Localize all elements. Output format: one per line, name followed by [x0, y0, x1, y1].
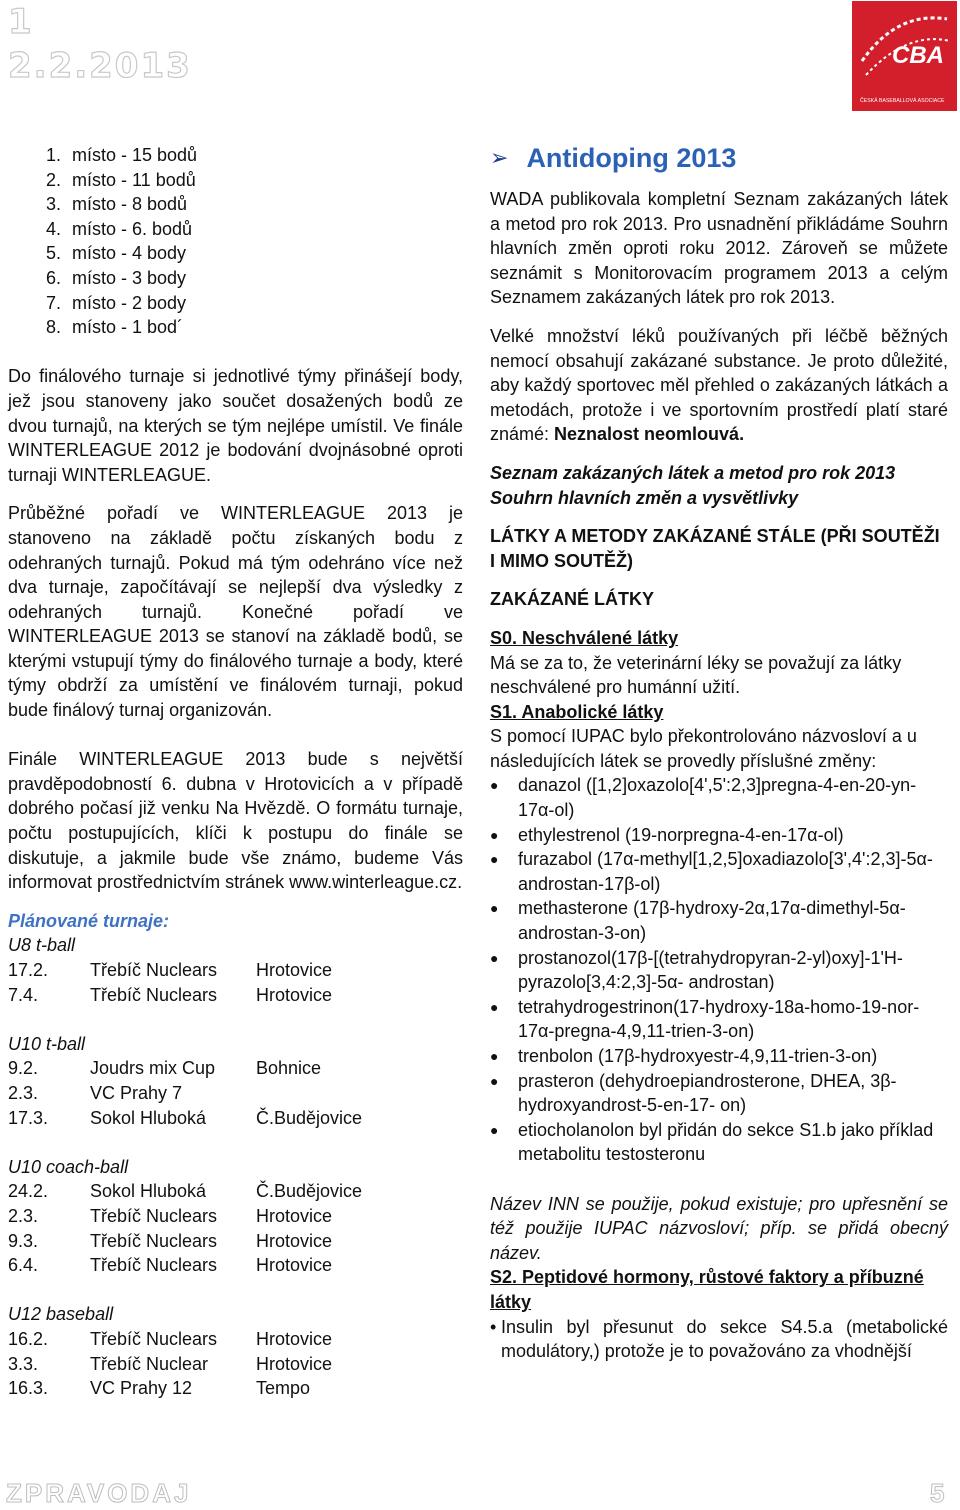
s0-text: Má se za to, že veterinární léky se považují za látky neschválené pro humánní užití. — [490, 652, 902, 698]
footer-title: ZPRAVODAJ — [6, 1478, 192, 1508]
points-item: 5. místo - 4 body — [66, 241, 463, 266]
s0-title: S0. Neschválené látky — [490, 627, 679, 648]
planned-tournaments-title: Plánované turnaje: — [8, 910, 170, 931]
schedule-row: 7.4. Třebíč Nuclears Hrotovice — [8, 984, 333, 1005]
list-item: ● furazabol (17α-methyl[1,2,5]oxadiazolo[3',4':2,3]-5α-androstan-17β-ol) — [518, 847, 948, 896]
header-page-number: 1 — [8, 2, 34, 42]
logo-text: CBA — [892, 42, 944, 69]
prohibited-list-link[interactable]: Seznam zakázaných látek a metod pro rok 2013 — [490, 462, 896, 483]
list-item: ● trenbolon (17β-hydroxyestr-4,9,11-trien-3-on) — [518, 1044, 948, 1069]
logo-subtitle: ČESKÁ BASEBALLOVÁ ASOCIACE — [860, 98, 945, 104]
points-item: 4. místo - 6. bodů — [66, 217, 463, 242]
s1-text: S pomocí IUPAC bylo překontrolováno názvosloví a u následujících látek se provedly příslušné změny: — [490, 726, 917, 771]
right-column — [490, 143, 948, 1364]
wada-paragraph: WADA publikovala kompletní Seznam zakázaných látek a metod pro rok 2013. Pro usnadnění přikládáme Souhrn hlavních změn oproti roku 2012. Zároveň se můžete seznámit s Monitorovacím programem 2013 a celým Seznamem zakázaných látek pro rok 2013. — [490, 189, 948, 308]
schedule-row: 17.3. Sokol Hluboká Č.Budějovice — [8, 1107, 363, 1128]
schedule-row: 16.2. Třebíč Nuclears Hrotovice — [8, 1328, 333, 1349]
points-list — [8, 143, 463, 340]
schedule-row: 9.3. Třebíč Nuclears Hrotovice — [8, 1230, 333, 1251]
schedule-row: 24.2. Sokol Hluboká Č.Budějovice — [8, 1181, 363, 1202]
schedule-category: U12 baseball — [8, 1304, 114, 1325]
schedule-row: 16.3. VC Prahy 12 Tempo — [8, 1378, 311, 1399]
schedule-row: 3.3. Třebíč Nuclear Hrotovice — [8, 1353, 333, 1374]
header-date: 2.2.2013 — [8, 46, 192, 86]
medication-paragraph: Velké množství léků používaných při léčbě běžných nemocí obsahují zakázané substance. Je proto důležité, aby každý sportovec měl přehled o zakázaných látkách a metodách, protože i ve sportovním prostředí platí staré známé: Neznalost neomlouvá. — [490, 325, 948, 445]
antidoping-title: Antidoping 2013 — [526, 142, 737, 173]
arrow-bullet-icon: ➢ — [490, 144, 509, 170]
left-column — [8, 143, 463, 1401]
list-item: ● tetrahydrogestrinon(17-hydroxy-18a-homo-19-nor-17α-pregna-4,9,11-trien-3-on) — [518, 995, 948, 1044]
schedule-row: 2.3. Třebíč Nuclears Hrotovice — [8, 1205, 333, 1226]
antidoping-heading — [490, 143, 948, 173]
inn-note: Název INN se použije, pokud existuje; pro upřesnění se též použije IUPAC názvosloví; příp. se přidá obecný název. — [490, 1193, 948, 1263]
schedule-row: 6.4. Třebíč Nuclears Hrotovice — [8, 1255, 333, 1276]
schedule-category: U10 t-ball — [8, 1033, 86, 1054]
points-item: 1. místo - 15 bodů — [66, 143, 463, 168]
footer-page-number: 5 — [930, 1478, 948, 1508]
schedule-row: 2.3. VC Prahy 7 — [8, 1082, 183, 1103]
list-item: ● prasteron (dehydroepiandrosterone, DHEA, 3β-hydroxyandrost-5-en-17- on) — [518, 1069, 948, 1118]
section-heading: LÁTKY A METODY ZAKÁZANÉ STÁLE (PŘI SOUTĚŽI I MIMO SOUTĚŽ) — [490, 526, 940, 571]
list-item: ● etiocholanolon byl přidán do sekce S1.b jako příklad metabolitu testosteronu — [518, 1118, 948, 1167]
schedule-row: 17.2. Třebíč Nuclears Hrotovice — [8, 960, 333, 980]
list-item: ● prostanozol(17β-[(tetrahydropyran-2-yl)oxy]-1'H-pyrazolo[3,4:2,3]-5α- androstan) — [518, 946, 948, 995]
summary-changes-link[interactable]: Souhrn hlavních změn a vysvětlivky — [490, 487, 799, 508]
cba-logo — [852, 1, 957, 111]
final-info-paragraph: Finále WINTERLEAGUE 2013 bude s největší pravděpodobností 6. dubna v Hrotovicích a v případě dobrého počasí již venku Na Hvězdě. O formátu turnaje, počtu postupujících, klíči k postupu do finále se diskutuje, a jakmile bude vše známo, budeme Vás informovat prostřednictvím stránek www.winterleague.cz. — [8, 749, 463, 893]
points-item: 3. místo - 8 bodů — [66, 192, 463, 217]
warning-text: Neznalost neomlouvá. — [554, 424, 745, 445]
s1-title: S1. Anabolické látky — [490, 701, 664, 722]
bullet-icon: • — [490, 1316, 497, 1337]
list-item: ● danazol ([1,2]oxazolo[4',5':2,3]pregna-4-en-20-yn-17α-ol) — [518, 773, 948, 822]
s2-text: Insulin byl přesunut do sekce S4.5.a (metabolické modulátory,) protože je to považováno za vhodnější — [501, 1316, 948, 1362]
schedule-category: U8 t-ball — [8, 935, 76, 956]
list-item: ● methasterone (17β-hydroxy-2α,17α-dimethyl-5α-androstan-3-on) — [518, 896, 948, 945]
s2-item — [490, 1315, 948, 1364]
s2-title: S2. Peptidové hormony, růstové faktory a příbuzné látky — [490, 1267, 924, 1312]
s1-substance-list — [490, 773, 948, 1167]
schedule-category: U10 coach-ball — [8, 1156, 129, 1177]
list-item: ● ethylestrenol (19-norpregna-4-en-17α-ol) — [518, 823, 948, 848]
points-item: 2. místo - 11 bodů — [66, 168, 463, 193]
standings-paragraph: Průběžné pořadí ve WINTERLEAGUE 2013 je stanoveno na základě počtu získaných bodu z odehraných turnajů. Pokud má tým odehráno více než dva turnaje, započítávají se nejlepší dva výsledky z odehraných turnajů. Konečné pořadí ve WINTERLEAGUE 2013 se stanoví na základě bodů, se kterými vstupují týmy do finálového turnaje a body, které týmy obdrží za umístění ve finálovém turnaji, pokud bude finálový turnaj organizován. — [8, 503, 463, 721]
schedule — [8, 933, 463, 1400]
points-item: 7. místo - 2 body — [66, 291, 463, 316]
schedule-row: 9.2. Joudrs mix Cup Bohnice — [8, 1058, 322, 1079]
points-item: 6. místo - 3 body — [66, 266, 463, 291]
points-item: 8. místo - 1 bod´ — [66, 315, 463, 340]
final-points-paragraph: Do finálového turnaje si jednotlivé týmy přinášejí body, jež jsou stanoveny jako součet dosažených bodů ze dvou turnajů, na kterých se tým nejlépe umístil. Ve finále WINTERLEAGUE 2012 je bodování dvojnásobné oproti turnaji WINTERLEAGUE. — [8, 366, 463, 485]
section-heading: ZAKÁZANÉ LÁTKY — [490, 589, 654, 610]
